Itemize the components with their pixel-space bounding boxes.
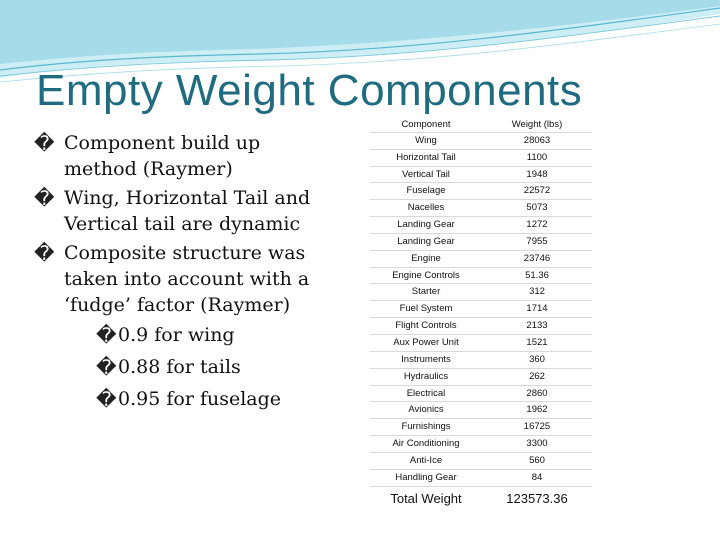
bullet-marker-icon: � bbox=[34, 241, 55, 265]
component-cell: Nacelles bbox=[407, 202, 445, 214]
component-cell: Landing Gear bbox=[397, 219, 455, 231]
weight-cell: 7955 bbox=[526, 235, 548, 247]
weight-cell: 1100 bbox=[526, 151, 548, 163]
sub-bullet-item bbox=[96, 386, 334, 412]
component-cell: Engine Controls bbox=[392, 269, 460, 281]
table-row bbox=[370, 436, 592, 453]
table-row bbox=[370, 217, 592, 234]
component-cell: Hydraulics bbox=[403, 370, 449, 382]
total-row bbox=[370, 487, 592, 509]
weight-cell: 560 bbox=[529, 454, 545, 466]
bullet-item bbox=[34, 130, 334, 182]
bullet-list bbox=[34, 130, 334, 418]
table-row bbox=[370, 284, 592, 301]
table-row bbox=[370, 352, 592, 369]
bullet-text: Composite structure was taken into account with a ‘fudge’ factor (Raymer) bbox=[64, 242, 310, 316]
bullet-text: 0.95 for fuselage bbox=[118, 388, 282, 410]
weight-cell: 23746 bbox=[523, 252, 551, 264]
component-cell: Aux Power Unit bbox=[393, 336, 459, 348]
component-cell: Anti-Ice bbox=[409, 454, 443, 466]
table-row bbox=[370, 234, 592, 251]
weight-cell: 1962 bbox=[526, 404, 548, 416]
weight-cell: 2133 bbox=[526, 320, 548, 332]
table-row bbox=[370, 419, 592, 436]
table-row bbox=[370, 402, 592, 419]
column-header-component: Component bbox=[401, 119, 451, 130]
component-cell: Fuselage bbox=[406, 185, 446, 197]
table-row bbox=[370, 268, 592, 285]
component-cell: Starter bbox=[411, 286, 441, 298]
component-cell: Vertical Tail bbox=[402, 168, 450, 180]
component-cell: Horizontal Tail bbox=[396, 151, 456, 163]
table-row bbox=[370, 133, 592, 150]
bullet-item bbox=[34, 185, 334, 237]
weight-cell: 1521 bbox=[526, 336, 548, 348]
table-row bbox=[370, 301, 592, 318]
bullet-marker-icon: � bbox=[96, 355, 117, 379]
table-row bbox=[370, 318, 592, 335]
table-row bbox=[370, 183, 592, 200]
weight-cell: 51.36 bbox=[525, 269, 549, 281]
weight-cell: 1714 bbox=[526, 303, 548, 315]
weight-cell: 3300 bbox=[526, 438, 548, 450]
bullet-text: Wing, Horizontal Tail and Vertical tail are dynamic bbox=[64, 187, 311, 235]
weight-cell: 1948 bbox=[526, 168, 548, 180]
bullet-marker-icon: � bbox=[34, 131, 55, 155]
bullet-marker-icon: � bbox=[34, 186, 55, 210]
sub-bullet-item bbox=[96, 322, 334, 348]
weight-table bbox=[370, 116, 592, 509]
weight-cell: 22572 bbox=[523, 185, 551, 197]
table-row bbox=[370, 470, 592, 487]
weight-cell: 16725 bbox=[523, 421, 551, 433]
table-header-row bbox=[370, 116, 592, 133]
total-value: 123573.36 bbox=[506, 490, 568, 506]
bullet-text: 0.9 for wing bbox=[118, 324, 235, 346]
component-cell: Air Conditioning bbox=[392, 438, 460, 450]
weight-cell: 360 bbox=[529, 353, 545, 365]
weight-cell: 28063 bbox=[523, 134, 551, 146]
total-label: Total Weight bbox=[390, 490, 462, 506]
table-row bbox=[370, 167, 592, 184]
component-cell: Electrical bbox=[406, 387, 446, 399]
component-cell: Landing Gear bbox=[397, 235, 455, 247]
component-cell: Furnishings bbox=[401, 421, 451, 433]
weight-cell: 312 bbox=[529, 286, 545, 298]
weight-cell: 2860 bbox=[526, 387, 548, 399]
component-cell: Engine bbox=[411, 252, 441, 264]
table-row bbox=[370, 200, 592, 217]
component-cell: Flight Controls bbox=[395, 320, 457, 332]
weight-cell: 262 bbox=[529, 370, 545, 382]
sub-bullet-item bbox=[96, 354, 334, 380]
table-row bbox=[370, 453, 592, 470]
bullet-text: 0.88 for tails bbox=[118, 356, 241, 378]
component-cell: Avionics bbox=[408, 404, 444, 416]
table-row bbox=[370, 150, 592, 167]
column-header-weight: Weight (lbs) bbox=[511, 119, 563, 130]
slide-title: Empty Weight Components bbox=[36, 66, 583, 115]
component-cell: Handling Gear bbox=[395, 471, 457, 483]
table-row bbox=[370, 369, 592, 386]
component-cell: Instruments bbox=[401, 353, 451, 365]
table-row bbox=[370, 386, 592, 403]
component-cell: Fuel System bbox=[399, 303, 453, 315]
table-row bbox=[370, 251, 592, 268]
component-cell: Wing bbox=[415, 134, 437, 146]
weight-cell: 84 bbox=[531, 471, 543, 483]
table-row bbox=[370, 335, 592, 352]
bullet-text: Component build up method (Raymer) bbox=[64, 132, 261, 180]
bullet-marker-icon: � bbox=[96, 323, 117, 347]
bullet-marker-icon: � bbox=[96, 387, 117, 411]
weight-cell: 5073 bbox=[526, 202, 548, 214]
weight-cell: 1272 bbox=[526, 219, 548, 231]
bullet-item bbox=[34, 240, 334, 318]
